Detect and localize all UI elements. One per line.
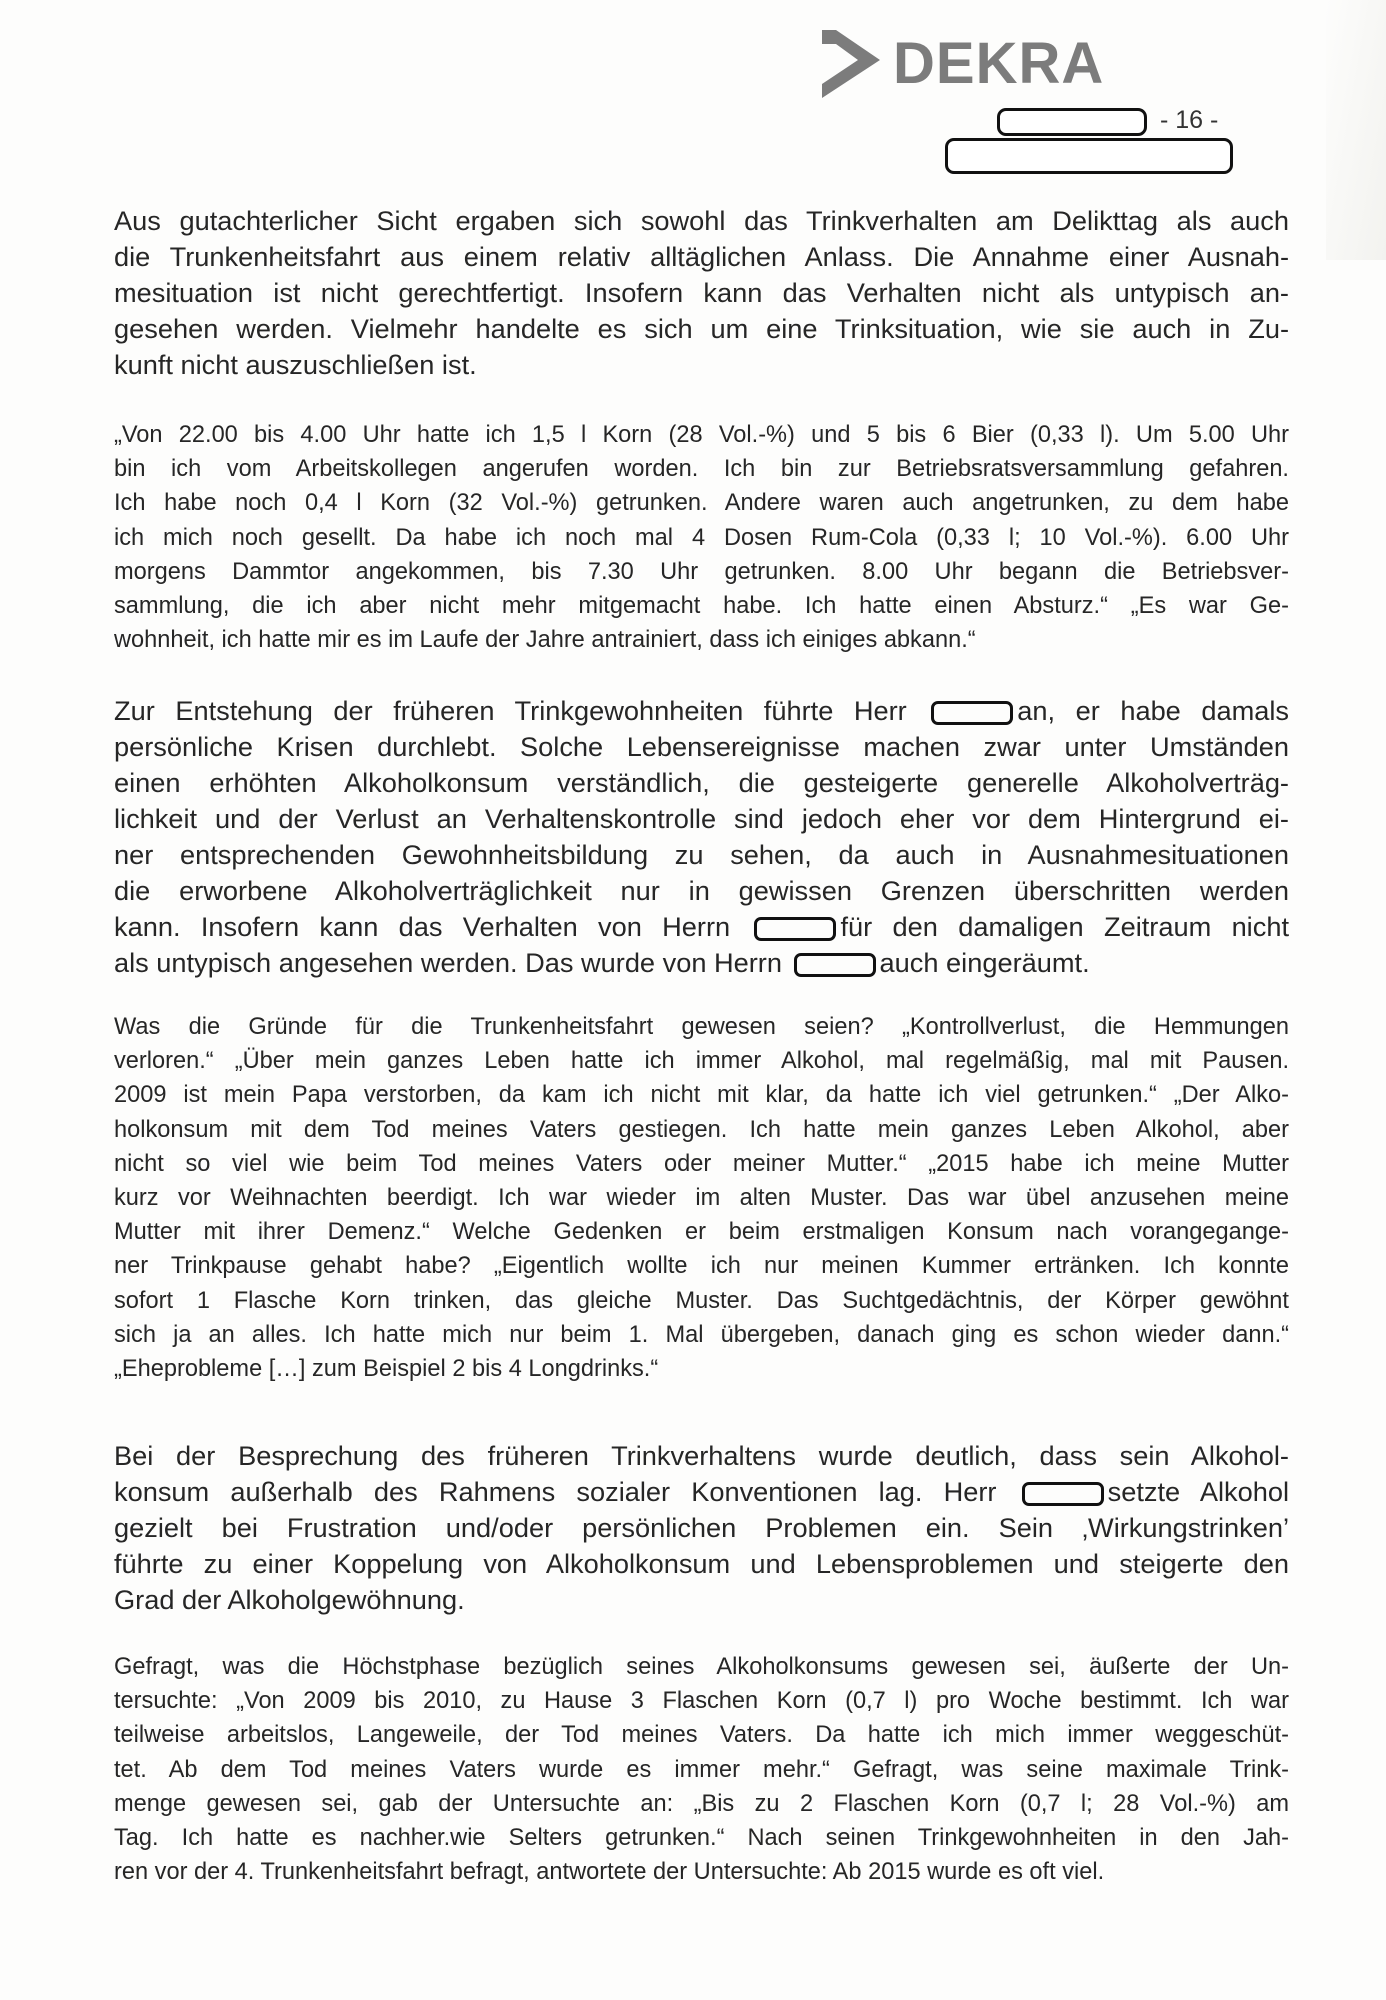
quote-paragraph	[114, 418, 1289, 657]
name-redaction-box	[754, 917, 836, 941]
text-line: sich ja an alles. Ich hatte mich nur beim 1. Mal übergeben, danach ging es schon wieder dann.“	[114, 1321, 1289, 1348]
text-line	[114, 945, 1289, 981]
text-line: ren vor der 4. Trunkenheitsfahrt befragt, antwortete der Untersuchte: Ab 2015 wurde es oft viel.	[114, 1859, 1105, 1886]
text-line: die erworbene Alkoholverträglichkeit nur in gewissen Grenzen überschritten werden	[114, 875, 1289, 906]
text-segment: als untypisch angesehen werden. Das wurde von Herrn	[114, 947, 782, 978]
quote-paragraph	[114, 1650, 1289, 1889]
text-line: mesituation ist nicht gerechtfertigt. Insofern kann das Verhalten nicht als untypisch an-	[114, 277, 1289, 308]
redaction-box	[945, 138, 1233, 174]
paragraph	[114, 203, 1289, 383]
name-redaction-box	[794, 953, 876, 977]
text-line: lichkeit und der Verlust an Verhaltenskontrolle sind jedoch eher vor dem Hintergrund ei-	[114, 803, 1289, 834]
text-line: ner entsprechenden Gewohnheitsbildung zu sehen, da auch in Ausnahmesituationen	[114, 839, 1289, 870]
text-line: einen erhöhten Alkoholkonsum verständlich, die gesteigerte generelle Alkoholverträg-	[114, 767, 1289, 798]
text-line: ner Trinkpause gehabt habe? „Eigentlich wollte ich nur meinen Kummer ertränken. Ich konnte	[114, 1253, 1289, 1280]
text-line: wohnheit, ich hatte mir es im Laufe der Jahre antrainiert, dass ich einiges abkann.“	[114, 627, 976, 654]
text-line: kurz vor Weihnachten beerdigt. Ich war wieder im alten Muster. Das war übel anzusehen meine	[114, 1185, 1289, 1212]
text-line: Was die Gründe für die Trunkenheitsfahrt gewesen seien? „Kontrollverlust, die Hemmungen	[114, 1014, 1289, 1040]
text-line: sammlung, die ich aber nicht mehr mitgemacht habe. Ich hatte einen Absturz.“ „Es war Ge-	[114, 593, 1289, 620]
paragraph	[114, 1438, 1289, 1618]
text-line: holkonsum mit dem Tod meines Vaters gestiegen. Ich hatte mein ganzes Leben Alkohol, aber	[114, 1116, 1289, 1143]
text-line: kunft nicht auszuschließen ist.	[114, 349, 477, 380]
text-line: Ich habe noch 0,4 l Korn (32 Vol.-%) getrunken. Andere waren auch angetrunken, zu dem habe	[114, 490, 1289, 517]
text-line: Bei der Besprechung des früheren Trinkverhaltens wurde deutlich, dass sein Alkohol-	[114, 1440, 1289, 1471]
text-line: Grad der Alkoholgewöhnung.	[114, 1584, 465, 1615]
text-line: 2009 ist mein Papa verstorben, da kam ich nicht mit klar, da hatte ich viel getrunken.“ „Der Alko-	[114, 1082, 1289, 1109]
text-segment: konsum außerhalb des Rahmens sozialer Konventionen lag. Herr	[114, 1476, 997, 1507]
text-line: sofort 1 Flasche Korn trinken, das gleiche Muster. Das Suchtgedächtnis, der Körper gewöhnt	[114, 1287, 1289, 1314]
text-line: teilweise arbeitslos, Langeweile, der Tod meines Vaters. Da hatte ich mich immer weggeschüt-	[114, 1722, 1289, 1749]
page-number: - 16 -	[1160, 106, 1219, 134]
text-line: „Von 22.00 bis 4.00 Uhr hatte ich 1,5 l Korn (28 Vol.-%) und 5 bis 6 Bier (0,33 l). Um 5.00 Uhr	[114, 422, 1289, 448]
dekra-arrow-icon	[818, 28, 888, 100]
paragraph	[114, 693, 1289, 981]
quote-paragraph	[114, 1010, 1289, 1386]
text-line: ich mich noch gesellt. Da habe ich noch mal 4 Dosen Rum-Cola (0,33 l; 10 Vol.-%). 6.00 Uhr	[114, 524, 1289, 551]
text-segment: Zur Entstehung der früheren Trinkgewohnheiten führte Herr	[114, 695, 907, 726]
text-line: tet. Ab dem Tod meines Vaters wurde es immer mehr.“ Gefragt, was seine maximale Trink-	[114, 1756, 1289, 1783]
text-line: verloren.“ „Über mein ganzes Leben hatte ich immer Alkohol, mal regelmäßig, mal mit Pausen.	[114, 1048, 1289, 1075]
text-line: „Eheprobleme […] zum Beispiel 2 bis 4 Longdrinks.“	[114, 1356, 659, 1383]
name-redaction-box	[931, 701, 1013, 725]
text-segment: auch eingeräumt.	[879, 947, 1090, 978]
text-line: gezielt bei Frustration und/oder persönlichen Problemen ein. Sein ‚Wirkungstrinken’	[114, 1512, 1289, 1543]
text-line: menge gewesen sei, gab der Untersuchte an: „Bis zu 2 Flaschen Korn (0,7 l; 28 Vol.-%) am	[114, 1790, 1289, 1817]
text-line: Tag. Ich hatte es nachher.wie Selters getrunken.“ Nach seinen Trinkgewohnheiten in den Jah-	[114, 1825, 1289, 1852]
text-line: Gefragt, was die Höchstphase bezüglich seines Alkoholkonsums gewesen sei, äußerte der Un-	[114, 1654, 1289, 1680]
text-line: gesehen werden. Vielmehr handelte es sich um eine Trinksituation, wie sie auch in Zu-	[114, 313, 1289, 344]
text-line: Mutter mit ihrer Demenz.“ Welche Gedenken er beim erstmaligen Konsum nach vorangegange-	[114, 1219, 1289, 1246]
text-line: die Trunkenheitsfahrt aus einem relativ alltäglichen Anlass. Die Annahme einer Ausnah-	[114, 241, 1289, 272]
text-line	[114, 1474, 1289, 1510]
text-line: nicht so viel wie beim Tod meines Vaters oder meiner Mutter.“ „2015 habe ich meine Mutter	[114, 1150, 1289, 1177]
text-line: morgens Dammtor angekommen, bis 7.30 Uhr getrunken. 8.00 Uhr begann die Betriebsver-	[114, 558, 1289, 585]
scan-shadow	[1326, 0, 1386, 260]
text-line: Aus gutachterlicher Sicht ergaben sich sowohl das Trinkverhalten am Delikttag als auch	[114, 205, 1289, 236]
text-line: persönliche Krisen durchlebt. Solche Lebensereignisse machen zwar unter Umständen	[114, 731, 1289, 762]
text-segment: an, er habe damals	[1017, 695, 1289, 726]
text-segment: für den damaligen Zeitraum nicht	[840, 911, 1289, 942]
logo-text: DEKRA	[893, 31, 1105, 96]
text-line: führte zu einer Koppelung von Alkoholkonsum und Lebensproblemen und steigerte den	[114, 1548, 1289, 1579]
text-line	[114, 693, 1289, 729]
text-line	[114, 909, 1289, 945]
text-line: bin ich vom Arbeitskollegen angerufen worden. Ich bin zur Betriebsratsversammlung gefahren.	[114, 456, 1289, 483]
redaction-box	[997, 108, 1147, 136]
dekra-logo	[818, 22, 1105, 102]
name-redaction-box	[1022, 1482, 1104, 1506]
text-line: tersuchte: „Von 2009 bis 2010, zu Hause 3 Flaschen Korn (0,7 l) pro Woche bestimmt. Ich war	[114, 1688, 1289, 1715]
text-segment: kann. Insofern kann das Verhalten von Herrn	[114, 911, 731, 942]
text-segment: setzte Alkohol	[1107, 1476, 1289, 1507]
